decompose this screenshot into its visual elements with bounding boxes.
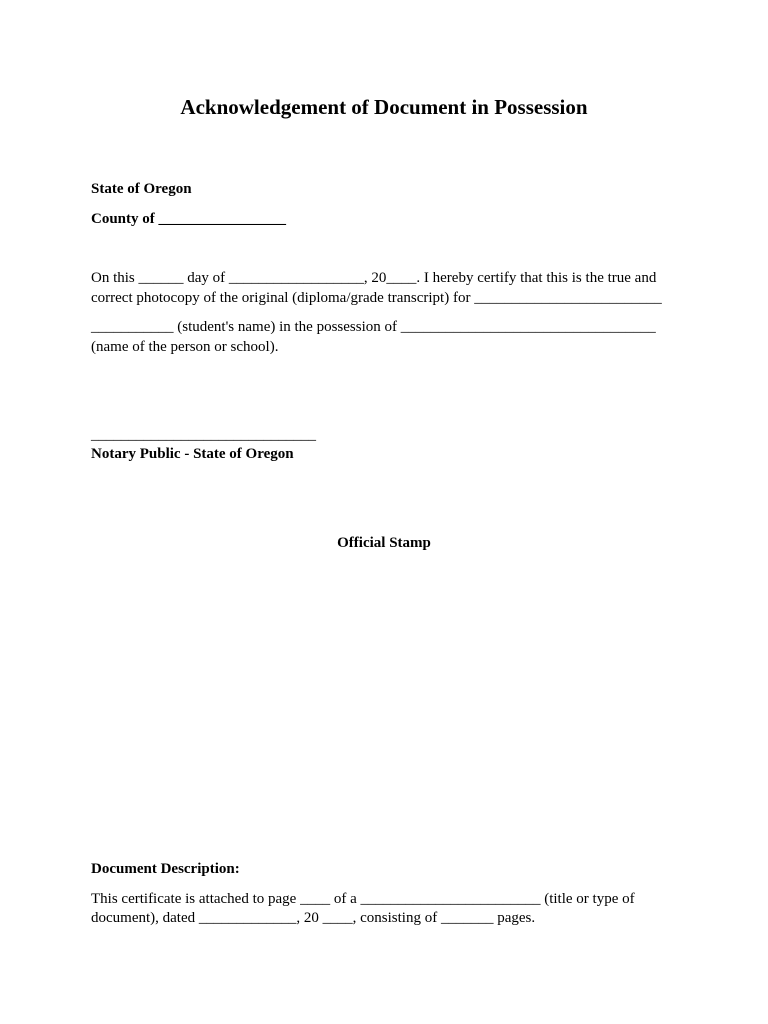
description-line-2: document), dated _____________, 20 ____, consisting of _______ pages. xyxy=(91,910,536,926)
official-stamp-label: Official Stamp xyxy=(337,535,431,551)
statement-line-2: correct photocopy of the original (diploma/grade transcript) for _________________________ xyxy=(91,290,662,306)
description-line-1: This certificate is attached to page ____ of a ________________________ (title or type of xyxy=(91,891,635,907)
document-description-heading: Document Description: xyxy=(91,861,240,877)
document-title: Acknowledgement of Document in Possession xyxy=(180,95,588,119)
statement-line-3: ___________ (student's name) in the possession of __________________________________ xyxy=(91,319,656,335)
notary-label: Notary Public - State of Oregon xyxy=(91,446,294,462)
state-line: State of Oregon xyxy=(91,181,192,197)
statement-line-4: (name of the person or school). xyxy=(91,339,279,355)
county-line: County of _________________ xyxy=(91,211,287,227)
signature-line: ______________________________ xyxy=(91,427,316,443)
statement-line-1: On this ______ day of __________________, 20____. I hereby certify that this is the true and xyxy=(91,270,657,286)
stamp-area xyxy=(91,560,671,840)
